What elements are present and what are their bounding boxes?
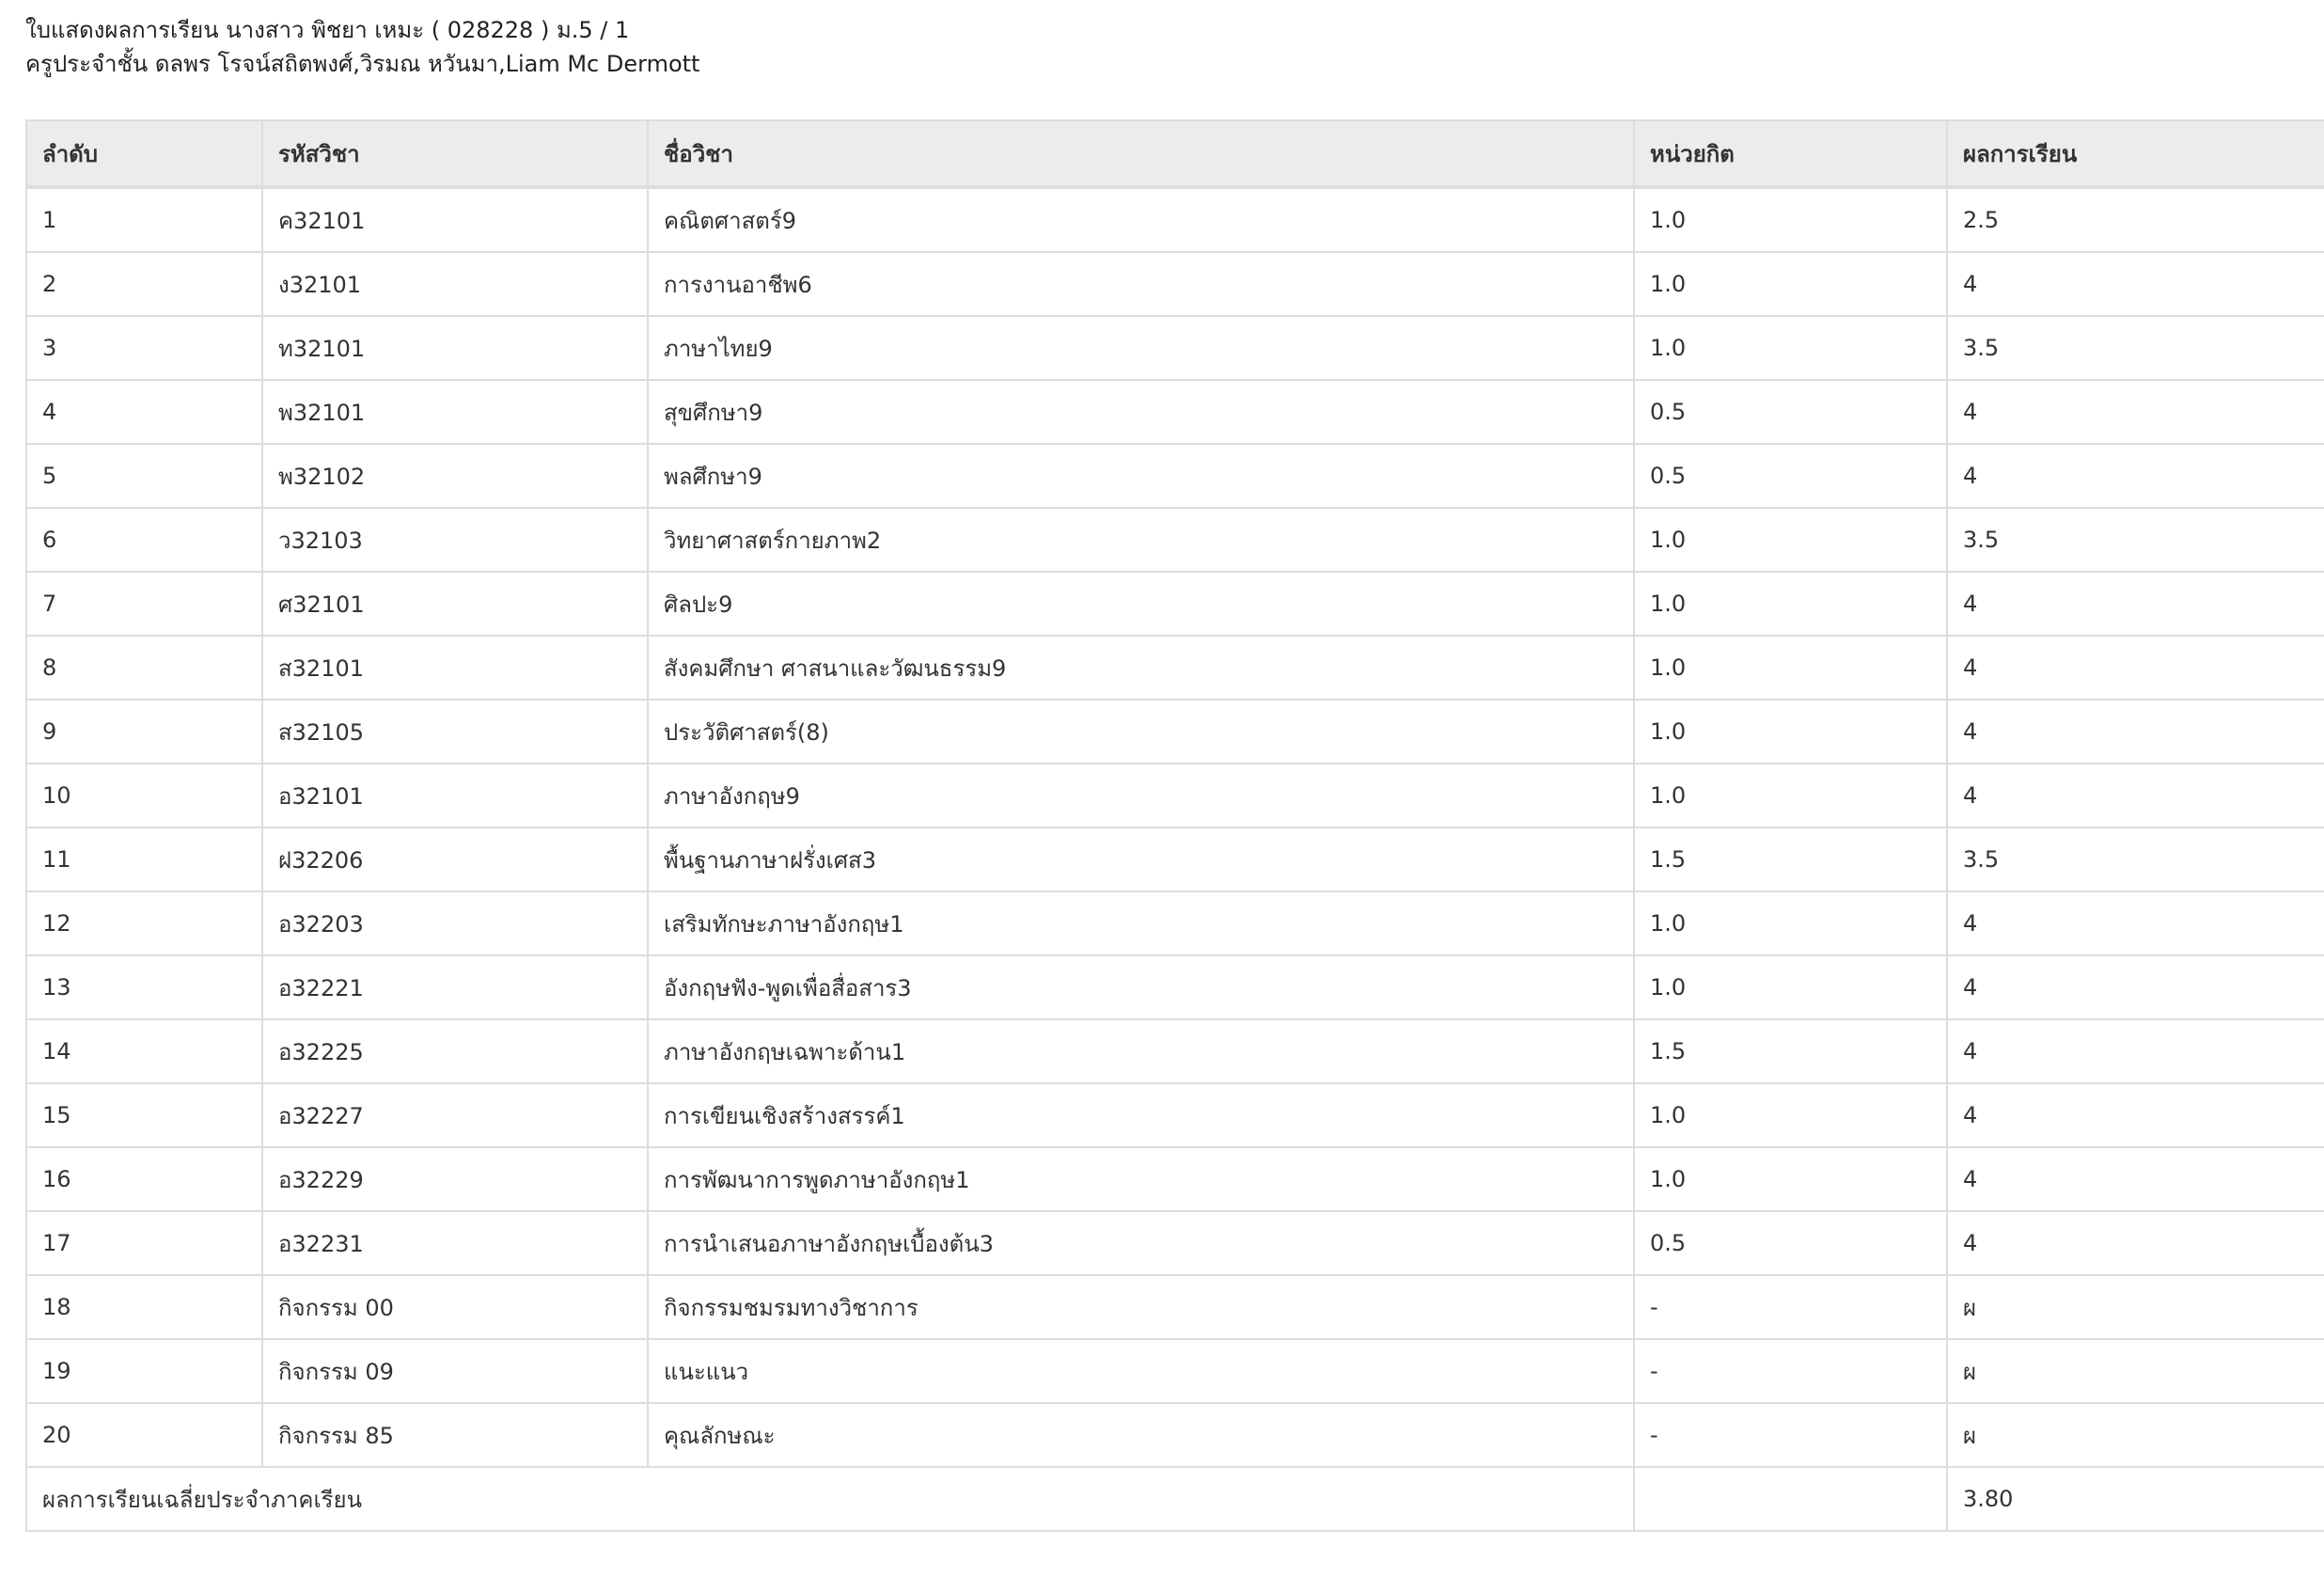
cell-name: เสริมทักษะภาษาอังกฤษ1	[648, 891, 1634, 955]
cell-code: ศ32101	[262, 572, 648, 636]
table-row	[26, 252, 2324, 316]
cell-credit: -	[1634, 1339, 1947, 1403]
table-row	[26, 508, 2324, 572]
cell-grade: ผ	[1947, 1403, 2324, 1467]
cell-grade: 4	[1947, 444, 2324, 508]
cell-name: พื้นฐานภาษาฝรั่งเศส3	[648, 827, 1634, 891]
cell-grade: 4	[1947, 891, 2324, 955]
cell-credit: 1.0	[1634, 891, 1947, 955]
cell-credit: 1.0	[1634, 1083, 1947, 1147]
cell-code: ส32101	[262, 636, 648, 700]
table-row	[26, 444, 2324, 508]
cell-no: 16	[26, 1147, 262, 1211]
cell-credit: 1.5	[1634, 827, 1947, 891]
cell-no: 12	[26, 891, 262, 955]
cell-grade: 4	[1947, 1083, 2324, 1147]
cell-no: 19	[26, 1339, 262, 1403]
cell-credit: 1.0	[1634, 187, 1947, 252]
homeroom-teachers: ครูประจำชั้น ดลพร โรจน์สถิตพงศ์,วิรมณ หวันมา,Liam Mc Dermott	[25, 51, 700, 77]
cell-credit: 1.0	[1634, 764, 1947, 827]
table-header	[26, 120, 2324, 187]
cell-no: 18	[26, 1275, 262, 1339]
cell-no: 15	[26, 1083, 262, 1147]
header-name: ชื่อวิชา	[648, 120, 1634, 187]
gpa-label: ผลการเรียนเฉลี่ยประจำภาคเรียน	[26, 1467, 1634, 1531]
cell-no: 20	[26, 1403, 262, 1467]
cell-credit: 0.5	[1634, 380, 1947, 444]
cell-no: 11	[26, 827, 262, 891]
cell-no: 5	[26, 444, 262, 508]
cell-no: 3	[26, 316, 262, 380]
cell-code: ท32101	[262, 316, 648, 380]
table-row	[26, 187, 2324, 252]
cell-name: สังคมศึกษา ศาสนาและวัฒนธรรม9	[648, 636, 1634, 700]
cell-name: พลศึกษา9	[648, 444, 1634, 508]
cell-code: พ32101	[262, 380, 648, 444]
cell-grade: 4	[1947, 1147, 2324, 1211]
header-credit: หน่วยกิต	[1634, 120, 1947, 187]
cell-code: อ32231	[262, 1211, 648, 1275]
cell-name: สุขศึกษา9	[648, 380, 1634, 444]
cell-grade: 4	[1947, 572, 2324, 636]
cell-no: 14	[26, 1019, 262, 1083]
cell-name: ภาษาอังกฤษเฉพาะด้าน1	[648, 1019, 1634, 1083]
header-no: ลำดับ	[26, 120, 262, 187]
cell-code: ง32101	[262, 252, 648, 316]
cell-no: 10	[26, 764, 262, 827]
cell-grade: 3.5	[1947, 316, 2324, 380]
cell-grade: 4	[1947, 636, 2324, 700]
cell-name: การพัฒนาการพูดภาษาอังกฤษ1	[648, 1147, 1634, 1211]
cell-code: ว32103	[262, 508, 648, 572]
cell-name: คุณลักษณะ	[648, 1403, 1634, 1467]
cell-grade: 4	[1947, 700, 2324, 764]
header-grade: ผลการเรียน	[1947, 120, 2324, 187]
table-row	[26, 380, 2324, 444]
header-row	[26, 120, 2324, 187]
cell-code: ฝ32206	[262, 827, 648, 891]
cell-grade: 3.5	[1947, 508, 2324, 572]
table-row	[26, 1147, 2324, 1211]
cell-no: 13	[26, 955, 262, 1019]
cell-name: คณิตศาสตร์9	[648, 187, 1634, 252]
cell-code: ค32101	[262, 187, 648, 252]
cell-no: 8	[26, 636, 262, 700]
cell-code: พ32102	[262, 444, 648, 508]
gpa-value: 3.80	[1947, 1467, 2324, 1531]
report-header	[25, 13, 699, 81]
table-row	[26, 891, 2324, 955]
cell-code: อ32225	[262, 1019, 648, 1083]
cell-code: กิจกรรม 09	[262, 1339, 648, 1403]
table-row	[26, 572, 2324, 636]
cell-no: 7	[26, 572, 262, 636]
cell-grade: 4	[1947, 955, 2324, 1019]
table-row	[26, 316, 2324, 380]
cell-name: การงานอาชีพ6	[648, 252, 1634, 316]
cell-grade: 4	[1947, 1019, 2324, 1083]
cell-name: ประวัติศาสตร์(8)	[648, 700, 1634, 764]
table-footer	[26, 1467, 2324, 1531]
table-row	[26, 1019, 2324, 1083]
report-title: ใบแสดงผลการเรียน นางสาว พิชยา เหมะ ( 028228 ) ม.5 / 1	[25, 17, 630, 43]
cell-credit: 1.5	[1634, 1019, 1947, 1083]
table-row	[26, 636, 2324, 700]
cell-credit: 1.0	[1634, 572, 1947, 636]
cell-grade: 4	[1947, 764, 2324, 827]
cell-code: กิจกรรม 00	[262, 1275, 648, 1339]
table-row	[26, 1211, 2324, 1275]
cell-name: การเขียนเชิงสร้างสรรค์1	[648, 1083, 1634, 1147]
cell-credit: 1.0	[1634, 955, 1947, 1019]
cell-name: อังกฤษฟัง-พูดเพื่อสื่อสาร3	[648, 955, 1634, 1019]
gpa-row	[26, 1467, 2324, 1531]
cell-credit: 1.0	[1634, 508, 1947, 572]
cell-credit: 1.0	[1634, 316, 1947, 380]
table-row	[26, 1083, 2324, 1147]
cell-grade: 4	[1947, 1211, 2324, 1275]
cell-code: อ32101	[262, 764, 648, 827]
cell-grade: 3.5	[1947, 827, 2324, 891]
table-row	[26, 1339, 2324, 1403]
cell-name: วิทยาศาสตร์กายภาพ2	[648, 508, 1634, 572]
cell-grade: ผ	[1947, 1275, 2324, 1339]
table-body	[26, 187, 2324, 1467]
cell-code: อ32221	[262, 955, 648, 1019]
cell-name: กิจกรรมชมรมทางวิชาการ	[648, 1275, 1634, 1339]
cell-no: 17	[26, 1211, 262, 1275]
cell-code: อ32203	[262, 891, 648, 955]
cell-credit: 0.5	[1634, 1211, 1947, 1275]
cell-name: แนะแนว	[648, 1339, 1634, 1403]
header-code: รหัสวิชา	[262, 120, 648, 187]
cell-no: 4	[26, 380, 262, 444]
cell-credit: 1.0	[1634, 1147, 1947, 1211]
cell-credit: -	[1634, 1403, 1947, 1467]
cell-no: 6	[26, 508, 262, 572]
table-row	[26, 955, 2324, 1019]
cell-code: อ32229	[262, 1147, 648, 1211]
cell-name: ภาษาอังกฤษ9	[648, 764, 1634, 827]
table-row	[26, 700, 2324, 764]
table-row	[26, 1403, 2324, 1467]
cell-grade: 4	[1947, 380, 2324, 444]
cell-grade: 4	[1947, 252, 2324, 316]
table-row	[26, 827, 2324, 891]
cell-grade: 2.5	[1947, 187, 2324, 252]
gpa-credit-empty	[1634, 1467, 1947, 1531]
cell-name: ภาษาไทย9	[648, 316, 1634, 380]
grades-table	[25, 119, 2324, 1532]
cell-code: อ32227	[262, 1083, 648, 1147]
cell-no: 2	[26, 252, 262, 316]
cell-credit: 1.0	[1634, 252, 1947, 316]
cell-name: ศิลปะ9	[648, 572, 1634, 636]
cell-no: 1	[26, 187, 262, 252]
table-row	[26, 1275, 2324, 1339]
cell-credit: 1.0	[1634, 636, 1947, 700]
cell-no: 9	[26, 700, 262, 764]
cell-code: ส32105	[262, 700, 648, 764]
cell-credit: 0.5	[1634, 444, 1947, 508]
table-row	[26, 764, 2324, 827]
cell-credit: 1.0	[1634, 700, 1947, 764]
cell-name: การนำเสนอภาษาอังกฤษเบื้องต้น3	[648, 1211, 1634, 1275]
cell-credit: -	[1634, 1275, 1947, 1339]
cell-grade: ผ	[1947, 1339, 2324, 1403]
cell-code: กิจกรรม 85	[262, 1403, 648, 1467]
